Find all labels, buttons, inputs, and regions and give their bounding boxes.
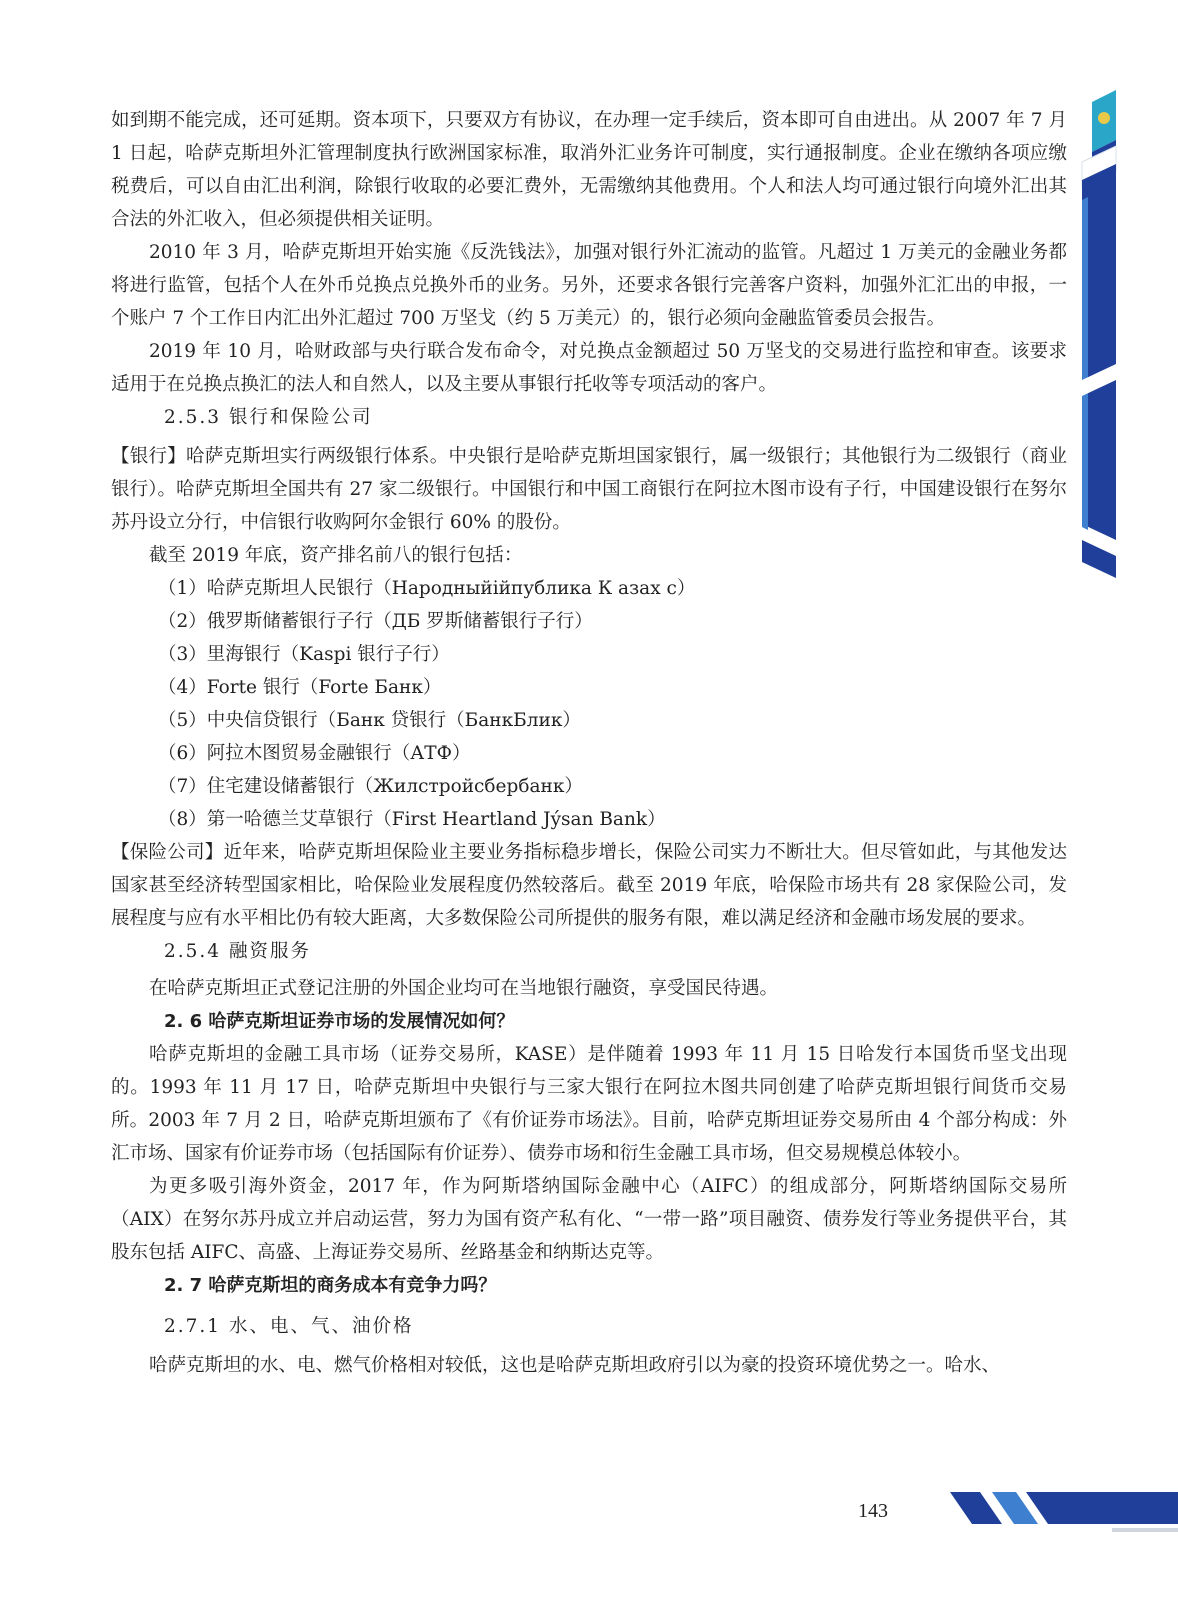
paragraph-utilities: 哈萨克斯坦的水、电、燃气价格相对较低，这也是哈萨克斯坦政府引以为豪的投资环境优势之一。哈水、: [149, 1355, 1001, 1376]
list-item: （8）第一哈德兰艾草银行（First Heartland Jýsan Bank）: [158, 809, 666, 830]
list-item: （2）俄罗斯储蓄银行子行（ДБ 罗斯储蓄银行子行）: [158, 611, 593, 632]
page-number: 143: [858, 1500, 888, 1522]
paragraph-banks: 【银行】哈萨克斯坦实行两级银行体系。中央银行是哈萨克斯坦国家银行，属一级银行；其他银行为二级银行（商业银行）。哈萨克斯坦全国共有 27 家二级银行。中国银行和中国工商银行在阿拉木图市设有子行，中国建设银行在努尔苏丹设立分行，中信银行收购阿尔金银行 60% 的股份。: [111, 446, 1067, 533]
paragraph-exchange-points: 2019 年 10 月，哈财政部与央行联合发布命令，对兑换点金额超过 50 万坚戈的交易进行监控和审查。该要求适用于在兑换点换汇的法人和自然人，以及主要从事银行托收等专项活动的客户。: [111, 341, 1067, 395]
list-item: （1）哈萨克斯坦人民银行（Народныйійпублика К азах с）: [158, 578, 696, 599]
heading-utility-prices: 2.7.1 水、电、气、油价格: [164, 1316, 414, 1337]
paragraph-bank-ranking: 截至 2019 年底，资产排名前八的银行包括：: [149, 545, 523, 566]
side-decoration: [1078, 80, 1178, 590]
page-body: [111, 104, 1067, 1382]
heading-banks-insurance: 2.5.3 银行和保险公司: [164, 407, 373, 428]
paragraph-financing: 在哈萨克斯坦正式登记注册的外国企业均可在当地银行融资，享受国民待遇。: [149, 978, 779, 999]
list-item: （4）Forte 银行（Forte Банк）: [158, 677, 442, 698]
heading-securities-market: 2. 6 哈萨克斯坦证券市场的发展情况如何？: [164, 1011, 515, 1032]
heading-financing: 2.5.4 融资服务: [164, 941, 311, 962]
list-item: （5）中央信贷银行（Банк 贷银行（БанкБлик）: [158, 710, 581, 731]
paragraph-securities: 哈萨克斯坦的金融工具市场（证券交易所，KASE）是伴随着 1993 年 11 月 15 日哈发行本国货币坚戈出现的。1993 年 11 月 17 日，哈萨克斯坦中央银行与三家大银行在阿拉木图共同创建了哈萨克斯坦银行间货币交易所。2003 年 7 月 2 日，哈萨克斯坦颁布了《有价证券市场法》。目前，哈萨克斯坦证券交易所由 4 个部分构成：外汇市场、国家有价证券市场（包括国际有价证券）、债券市场和衍生金融工具市场，但交易规模总体较小。: [111, 1044, 1067, 1164]
list-item: （3）里海银行（Kaspi 银行子行）: [158, 644, 450, 665]
heading-business-costs: 2. 7 哈萨克斯坦的商务成本有竞争力吗？: [164, 1275, 497, 1296]
list-item: （6）阿拉木图贸易金融银行（АТФ）: [158, 743, 471, 764]
paragraph-insurance: 【保险公司】近年来，哈萨克斯坦保险业主要业务指标稳步增长，保险公司实力不断壮大。但尽管如此，与其他发达国家甚至经济转型国家相比，哈保险业发展程度仍然较落后。截至 2019 年底，哈保险市场共有 28 家保险公司，发展程度与应有水平相比仍有较大距离，大多数保险公司所提供的服务有限，难以满足经济和金融市场发展的要求。: [111, 842, 1067, 929]
list-item: （7）住宅建设储蓄银行（Жилстройсбербанк）: [158, 776, 583, 797]
flag-sun-icon: [1098, 112, 1110, 124]
paragraph-capital: 如到期不能完成，还可延期。资本项下，只要双方有协议，在办理一定手续后，资本即可自由进出。从 2007 年 7 月 1 日起，哈萨克斯坦外汇管理制度执行欧洲国家标准，取消外汇业务许可制度，实行通报制度。企业在缴纳各项应缴税费后，可以自由汇出利润，除银行收取的必要汇费外，无需缴纳其他费用。个人和法人均可通过银行向境外汇出其合法的外汇收入，但必须提供相关证明。: [111, 110, 1067, 230]
paragraph-aix: 为更多吸引海外资金，2017 年，作为阿斯塔纳国际金融中心（AIFC）的组成部分，阿斯塔纳国际交易所（AIX）在努尔苏丹成立并启动运营，努力为国有资产私有化、“一带一路”项目融资、债券发行等业务提供平台，其股东包括 AIFC、高盛、上海证券交易所、丝路基金和纳斯达克等。: [111, 1176, 1067, 1263]
footer-stripes: [940, 1486, 1178, 1536]
paragraph-aml: 2010 年 3 月，哈萨克斯坦开始实施《反洗钱法》，加强对银行外汇流动的监管。凡超过 1 万美元的金融业务都将进行监管，包括个人在外币兑换点兑换外币的业务。另外，还要求各银行完善客户资料，加强外汇汇出的申报，一个账户 7 个工作日内汇出外汇超过 700 万坚戈（约 5 万美元）的，银行必须向金融监管委员会报告。: [111, 242, 1067, 329]
